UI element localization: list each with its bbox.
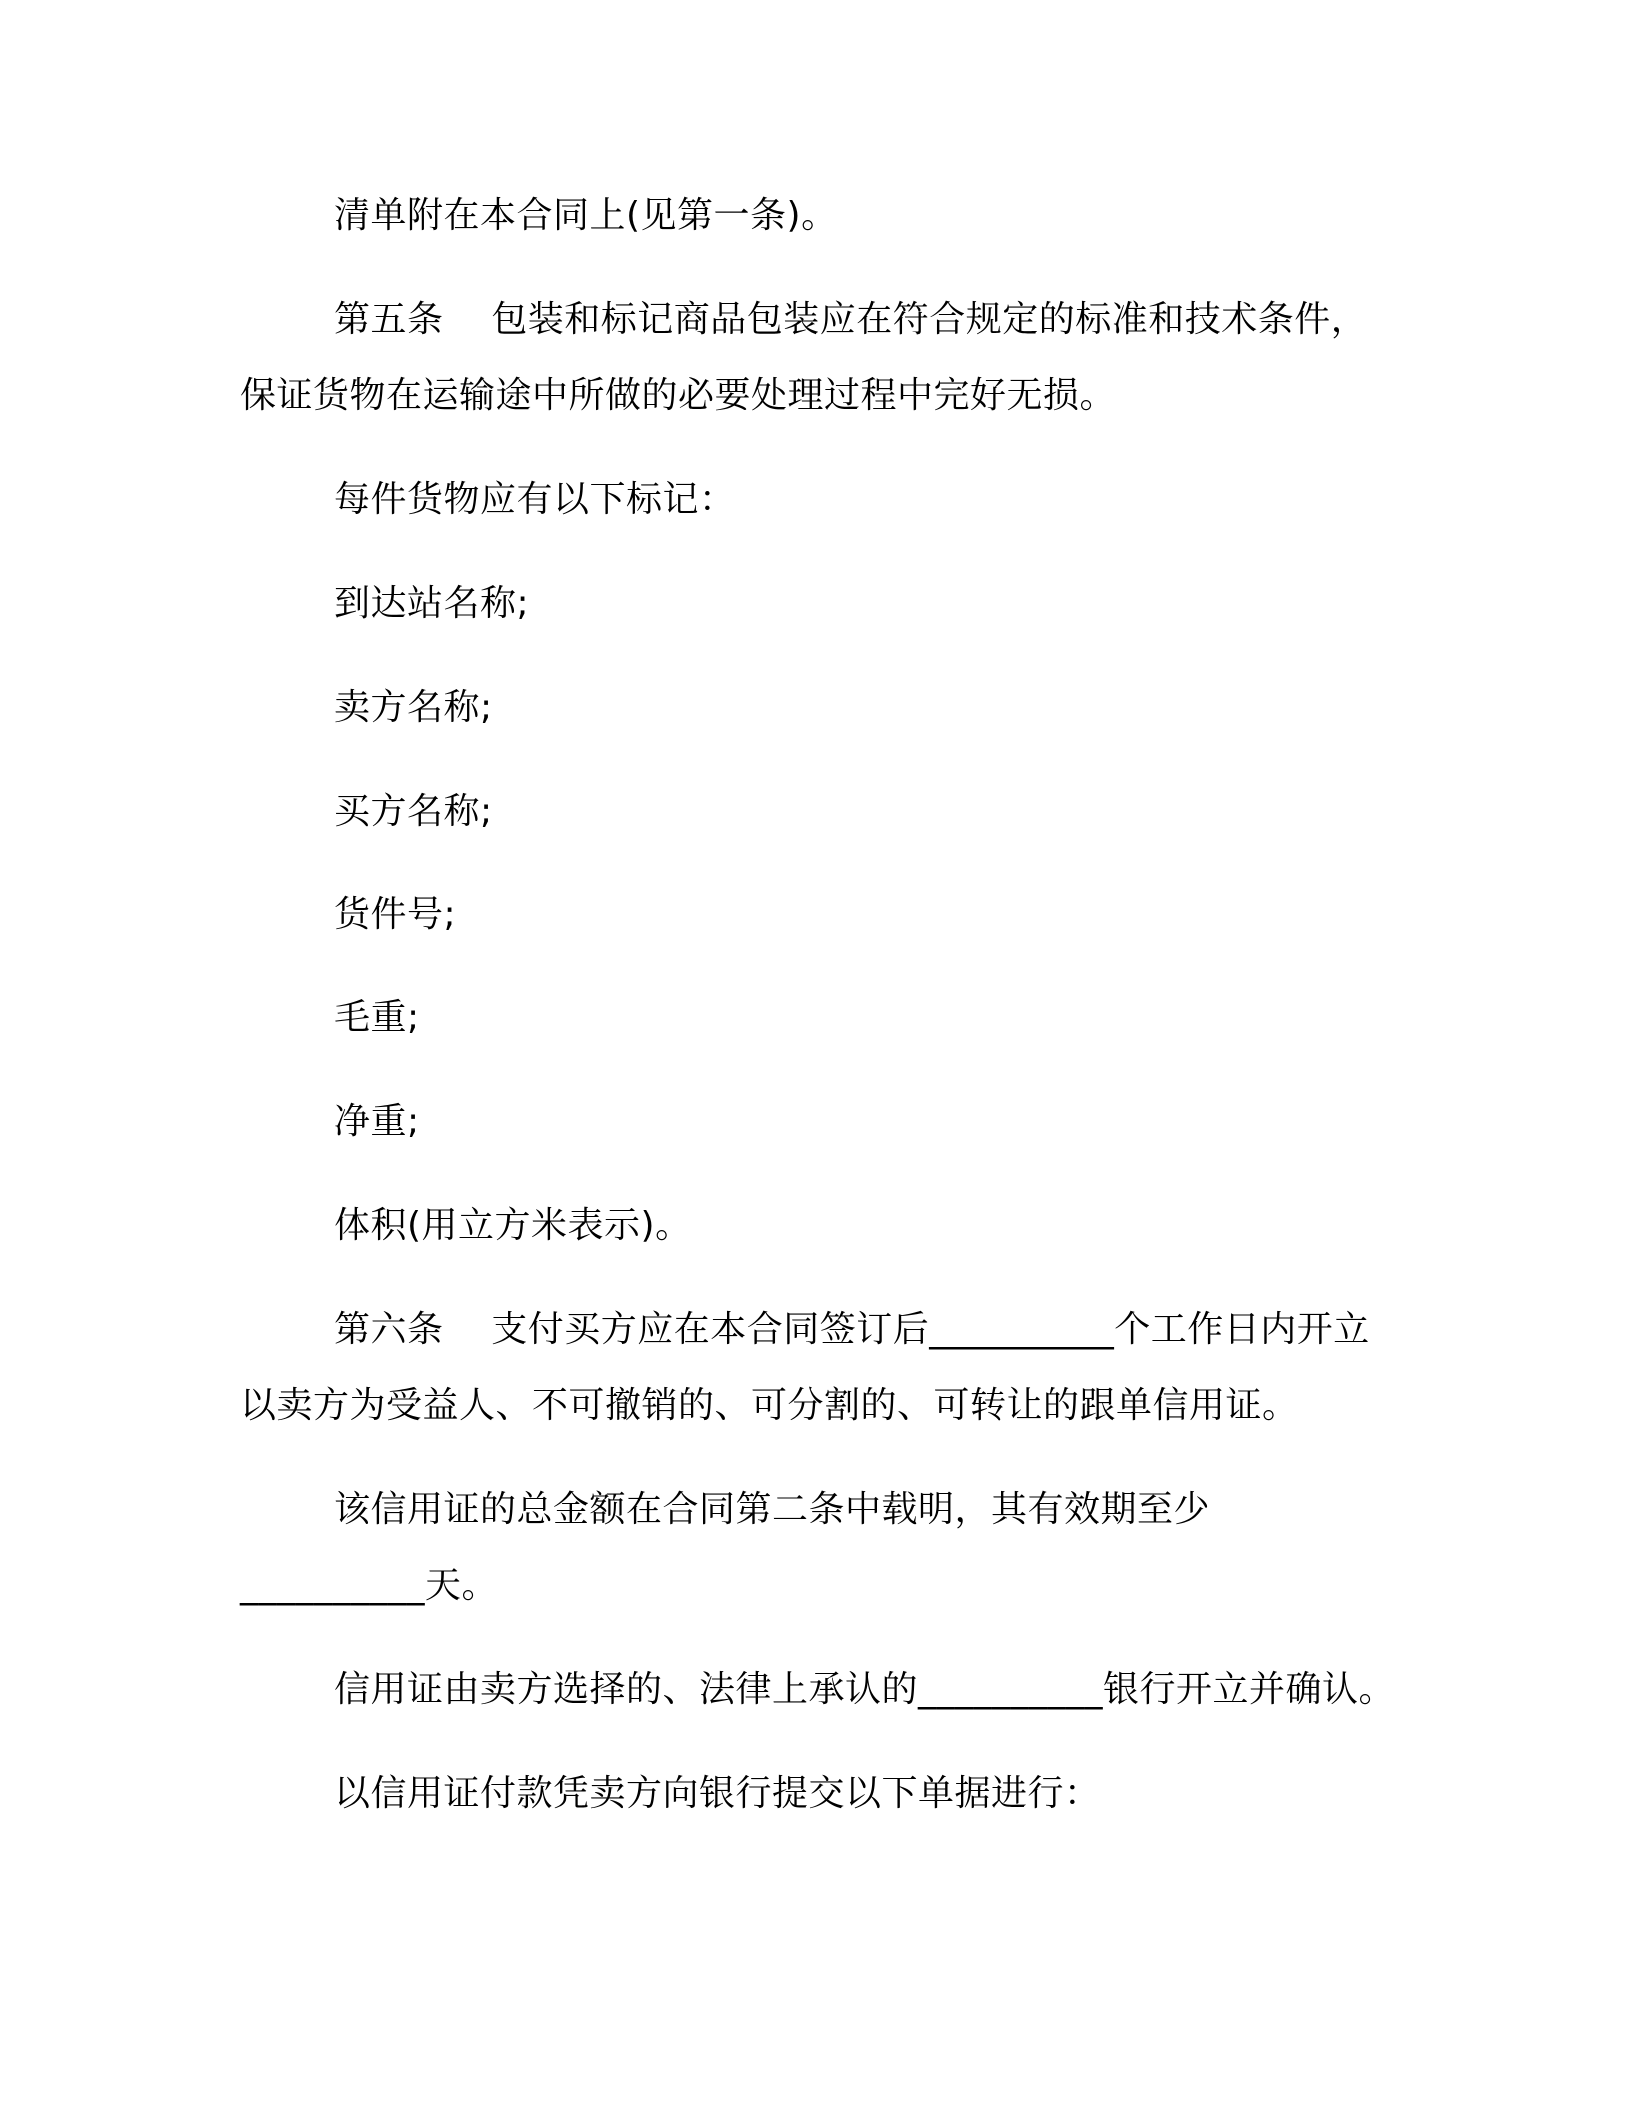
paragraph-line: 清单附在本合同上(见第一条)。 xyxy=(334,195,838,236)
paragraph-line: 保证货物在运输途中所做的必要处理过程中完好无损。 xyxy=(240,375,1117,416)
paragraph-line: 每件货物应有以下标记： xyxy=(334,479,736,520)
list-item: 货件号; xyxy=(334,894,457,935)
list-item: 卖方名称; xyxy=(334,687,493,728)
list-item: 到达站名称; xyxy=(334,583,530,624)
list-item: 买方名称; xyxy=(334,791,493,832)
list-item: 体积(用立方米表示)。 xyxy=(334,1205,692,1246)
paragraph-line: 以卖方为受益人、不可撤销的、可分割的、可转让的跟单信用证。 xyxy=(240,1385,1299,1426)
paragraph-line: 信用证由卖方选择的、法律上承认的__________银行开立并确认。 xyxy=(334,1669,1396,1710)
paragraph-line: 该信用证的总金额在合同第二条中载明，其有效期至少 xyxy=(334,1489,1211,1530)
article-5-heading-line: 第五条 包装和标记商品包装应在符合规定的标准和技术条件， xyxy=(334,299,1368,340)
paragraph-line: __________天。 xyxy=(240,1565,499,1606)
paragraph-line: 以信用证付款凭卖方向银行提交以下单据进行： xyxy=(334,1773,1101,1814)
list-item: 净重; xyxy=(334,1101,420,1142)
article-6-heading-line: 第六条 支付买方应在本合同签订后__________个工作日内开立 xyxy=(334,1309,1370,1350)
list-item: 毛重; xyxy=(334,997,420,1038)
